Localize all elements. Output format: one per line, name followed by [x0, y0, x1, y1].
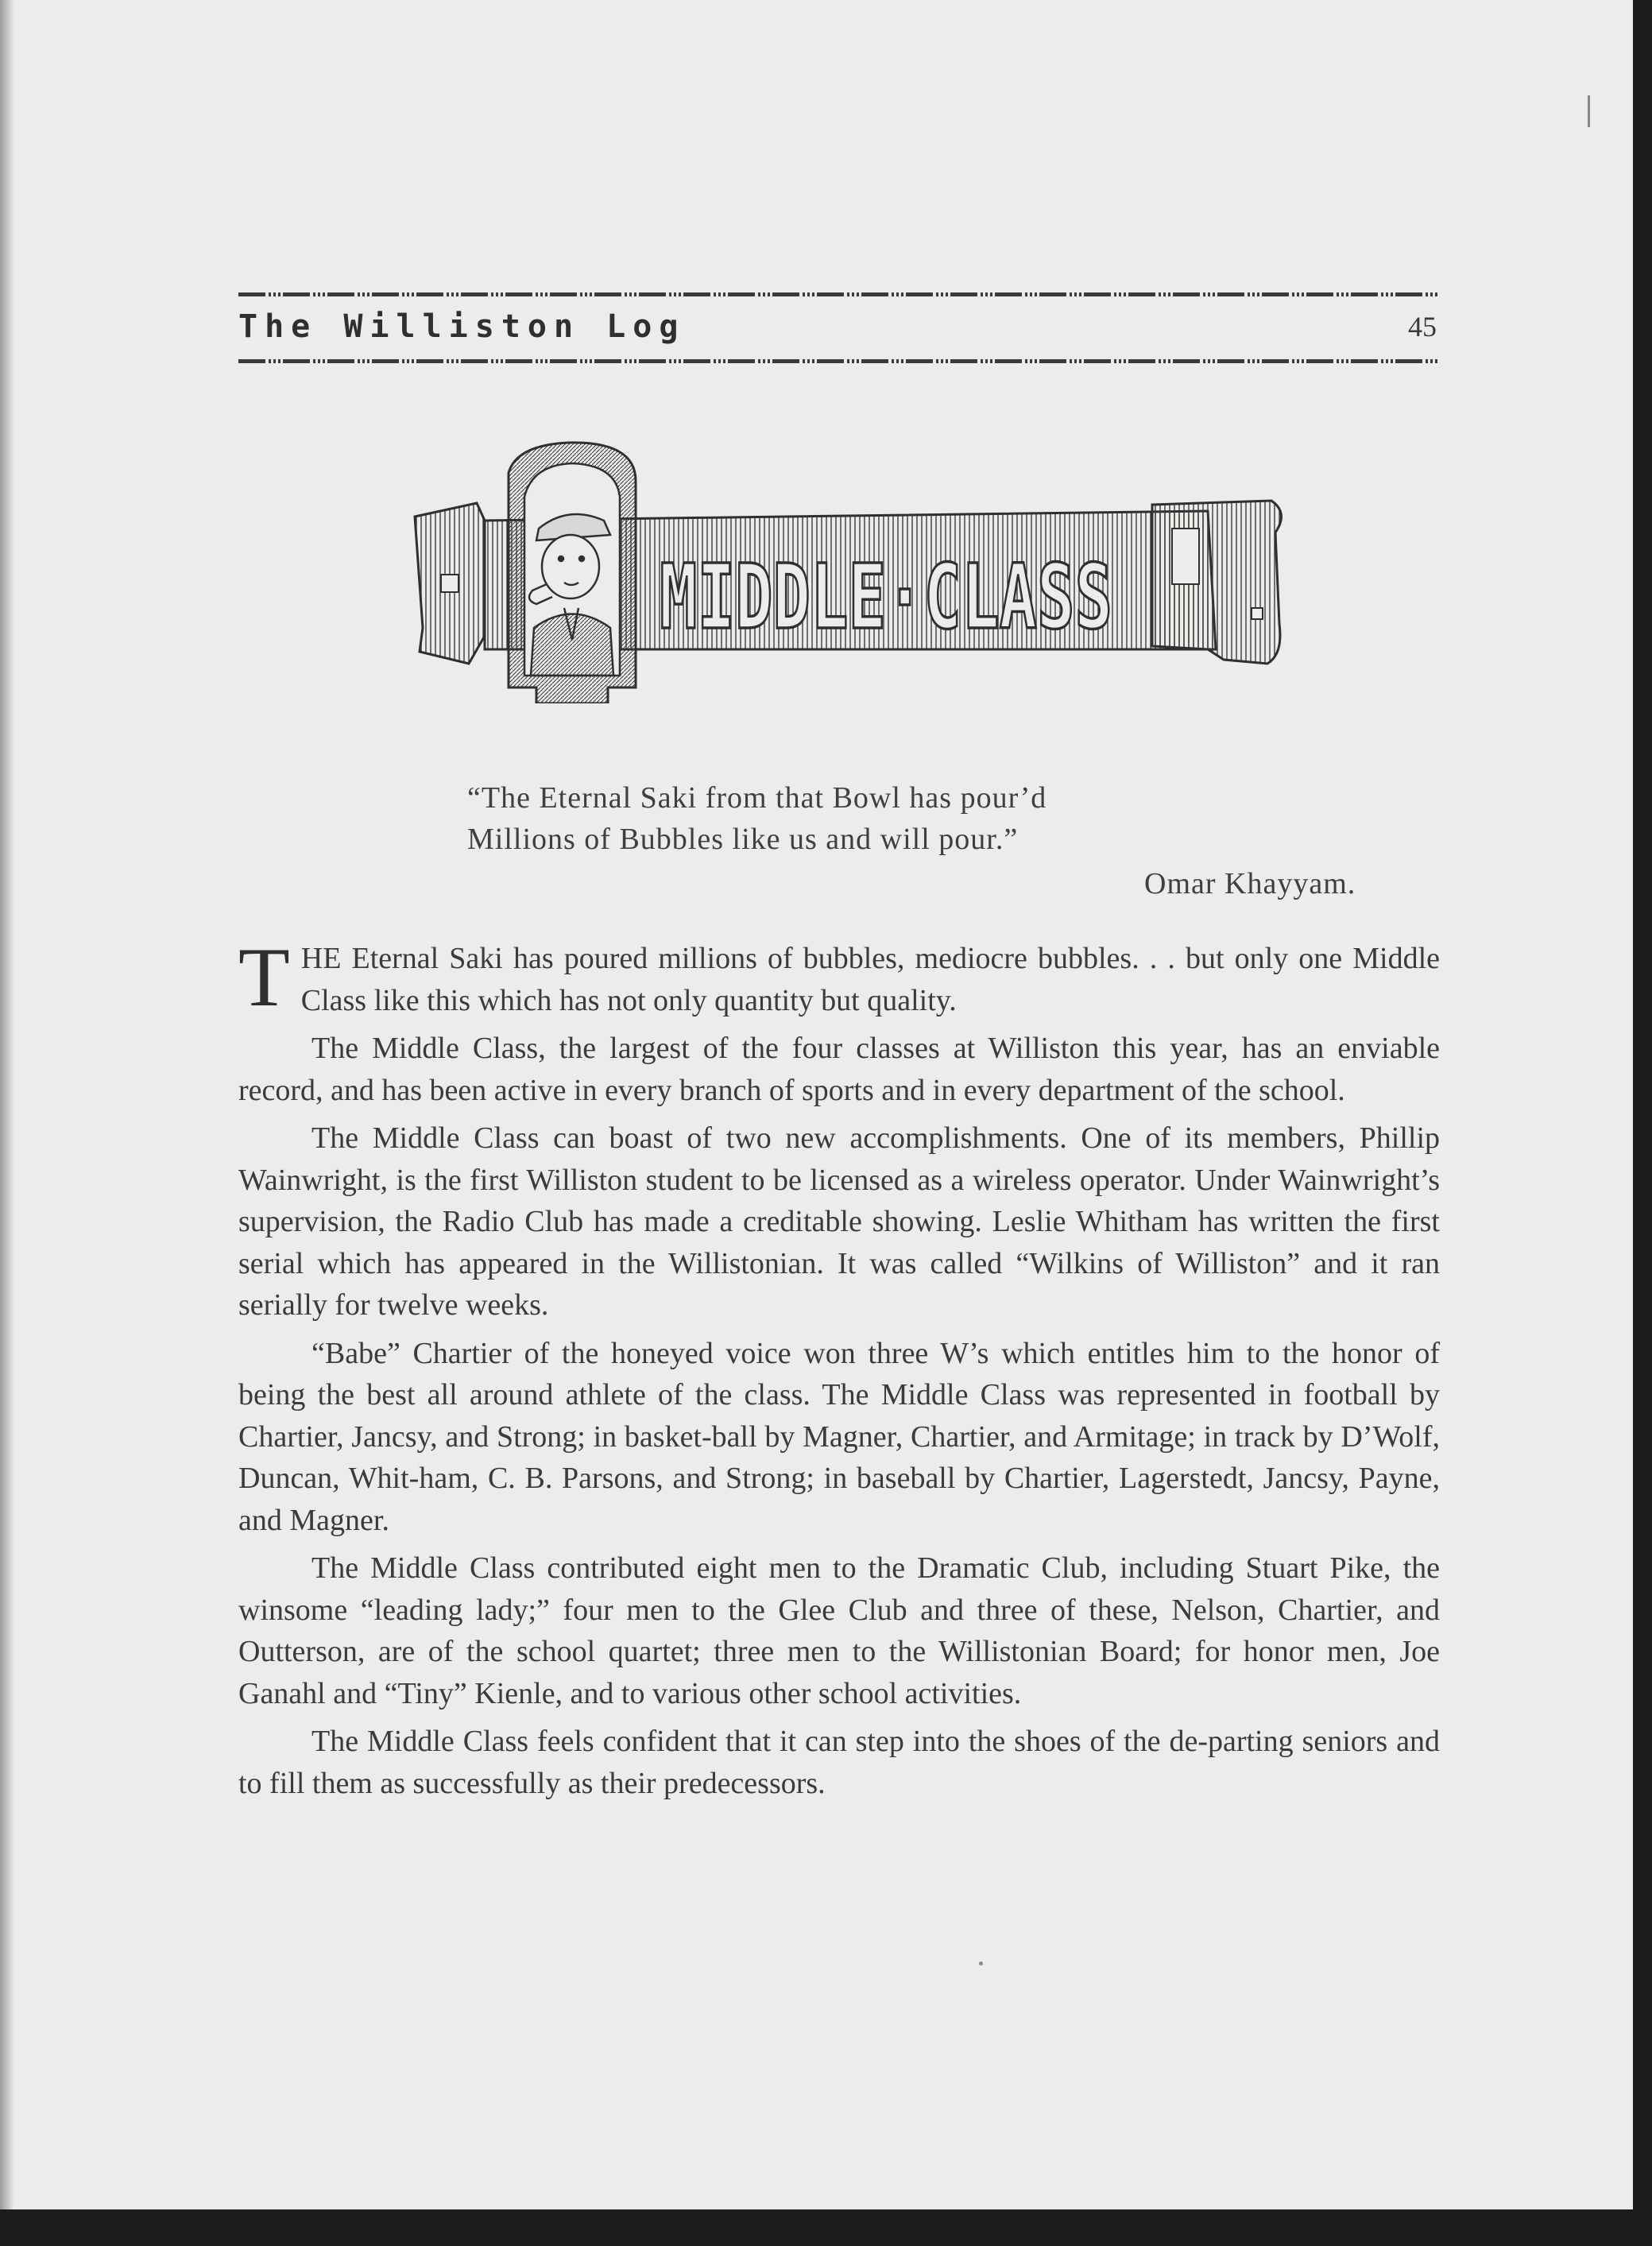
- epigraph-attribution: Omar Khayyam.: [1144, 867, 1356, 900]
- epigraph: [467, 777, 1421, 860]
- paragraph-3: The Middle Class can boast of two new accomplishments. One of its members, Phillip Wainwright, is the first Williston student to be licensed as a wireless operator. Under Wainwright’s supervision, the Radio Club has made a creditable showing. Leslie Whitham has written the first serial which has appeared in the Willistonian. It was called “Wilkins of Williston” and it ran serially for twelve weeks.: [238, 1121, 1440, 1322]
- epigraph-line-2: Millions of Bubbles like us and will pour.”: [467, 823, 1019, 856]
- running-head: [238, 308, 1440, 348]
- paragraph-1: [238, 931, 1440, 1024]
- paper-speck: [979, 1961, 983, 1965]
- running-title: The Williston Log: [238, 308, 686, 345]
- drop-cap: T: [238, 931, 290, 1024]
- header-rule-top: [238, 292, 1440, 296]
- paragraph-6: The Middle Class feels confident that it can step into the shoes of the de-parting seniors and to fill them as successfully as their predecessors.: [238, 1725, 1440, 1800]
- paragraph-4: “Babe” Chartier of the honeyed voice won three W’s which entitles him to the honor of being the best all around athlete of the class. The Middle Class was represented in football by Chartier, Jancsy, and Strong; in basket-ball by Magner, Chartier, and Armitage; in track by D’Wolf, Duncan, Whit-ham, C. B. Parsons, and Strong; in baseball by Chartier, Lagerstedt, Jancsy, Payne, and Magner.: [238, 1336, 1440, 1537]
- header-rule-bottom: [238, 359, 1440, 363]
- middle-class-banner-illustration: [405, 441, 1295, 703]
- binding-shadow: [0, 0, 14, 2209]
- paper-blemish: [1588, 95, 1590, 127]
- paragraph-1-text: HE Eternal Saki has poured millions of bubbles, mediocre bubbles. . . but only one Middle Class like this which has not only quantity but quality.: [300, 942, 1440, 1017]
- banner-text: MIDDLE·CLASS: [660, 546, 1112, 649]
- page-number: 45: [1408, 311, 1437, 343]
- paragraph-5: The Middle Class contributed eight men to the Dramatic Club, including Stuart Pike, the winsome “leading lady;” four men to the Glee Club and three of these, Nelson, Chartier, and Outterson, are of the school quartet; three men to the Willistonian Board; for honor men, Joe Ganahl and “Tiny” Kienle, and to various other school activities.: [238, 1551, 1440, 1710]
- epigraph-line-1: “The Eternal Saki from that Bowl has pour’d: [467, 781, 1047, 815]
- article-body: [238, 931, 1440, 1810]
- paragraph-2: The Middle Class, the largest of the four classes at Williston this year, has an enviable record, and has been active in every branch of sports and in every department of the school.: [238, 1032, 1440, 1107]
